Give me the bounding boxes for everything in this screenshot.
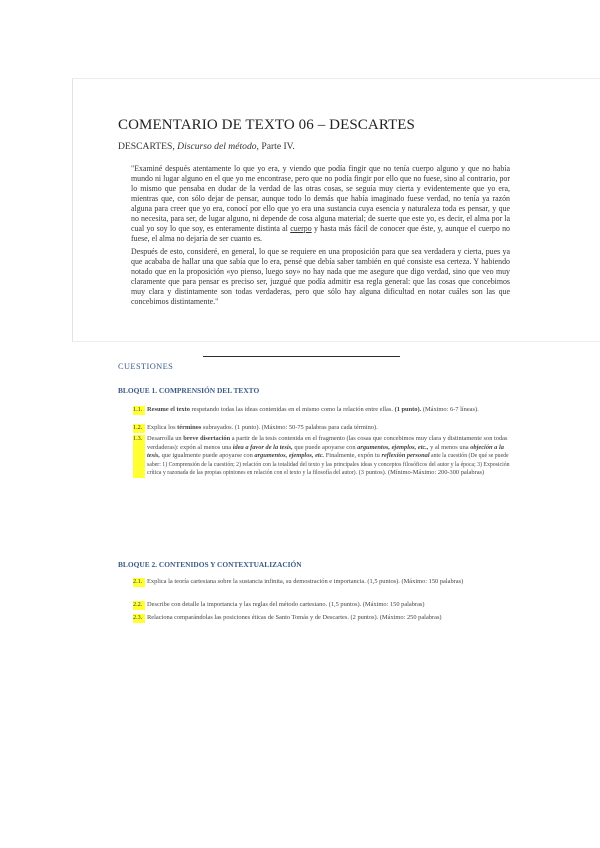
question-body: que igualmente puede apoyarse con bbox=[159, 452, 255, 460]
emphasis: objeción a la tesis, bbox=[147, 443, 504, 460]
question-1-2 bbox=[133, 424, 513, 433]
block-2-title: BLOQUE 2. CONTENIDOS Y CONTEXTUALIZACIÓN bbox=[118, 560, 302, 569]
block-1-title: BLOQUE 1. COMPRENSIÓN DEL TEXTO bbox=[118, 386, 260, 395]
section-divider bbox=[203, 356, 400, 357]
question-number: 1.3. bbox=[133, 435, 145, 478]
question-number: 2.2. bbox=[133, 601, 145, 610]
text-source bbox=[118, 141, 538, 152]
question-body: respetando todas las ideas contenidas en el mismo como la relación entre ellas. bbox=[189, 406, 395, 413]
emphasis: argumentos, ejemplos, etc. bbox=[254, 452, 325, 460]
question-pre: Explica los bbox=[147, 424, 178, 431]
question-lead: términos bbox=[177, 424, 202, 431]
question-number: 1.2. bbox=[133, 424, 145, 433]
document-title: COMENTARIO DE TEXTO 06 – DESCARTES bbox=[118, 117, 415, 133]
question-points: (1 punto). bbox=[394, 406, 422, 413]
question-body: y al menos una bbox=[428, 443, 471, 451]
question-2-1 bbox=[133, 578, 513, 587]
question-body: a partir de la tesis contenida en el fragmento (las cosas que concebimos muy clara y distintamente son todas verdaderas): expón al menos una bbox=[147, 435, 508, 451]
emphasis: reflexión personal bbox=[381, 452, 430, 460]
question-criteria: ante la cuestión (De qué se puede saber: 1) Comprensión de la cuestión; 2) relación con la totalidad del texto y las principales ideas y conceptos filosóficos del autor y la época; 3) Exposición crítica y razonada de las propias opiniones en relación con el texto y la filosofía del autor). bbox=[147, 453, 510, 477]
question-2-2 bbox=[133, 601, 513, 610]
emphasis: argumentos, ejemplos, etc., bbox=[357, 443, 429, 451]
question-text bbox=[147, 435, 513, 478]
question-limit: (3 puntos). (Mínimo-Máximo: 200-300 palabras) bbox=[357, 469, 485, 477]
question-1-3 bbox=[133, 435, 513, 478]
question-text bbox=[147, 424, 513, 433]
work-title: Discurso del método, bbox=[177, 141, 259, 152]
underlined-term: cuerpo bbox=[290, 223, 312, 233]
question-text: Describe con detalle la importancia y las reglas del método cartesiano. (1,5 puntos). (Máximo: 150 palabras) bbox=[147, 601, 425, 608]
paragraph-text: "Examiné después atentamente lo que yo era, y viendo que podía fingir que no tenía cuerpo alguno y que no había mundo ni lugar alguno en el que yo me encontrase, pero que no podía fingir por ello que no fuese, sino al contrario, por lo mismo que pensaba en dudar de la verdad de las otras cosas, se seguía muy cierta y evidentemente que yo era, mientras que, con sólo dejar de pensar, aunque todo lo demás que había imaginado fuese verdad, no tenía ya razón alguna para creer que yo era, conocí por ello que yo era una sustancia cuya esencia y naturaleza toda es pensar, y que no necesita, para ser, de lugar alguno, ni depende de cosa alguna material; de suerte que este yo, es decir, el alma por la cual yo soy lo que soy, es enteramente distinta al bbox=[131, 164, 510, 233]
question-1-1 bbox=[133, 406, 513, 415]
question-2-3 bbox=[133, 614, 513, 623]
paragraph-text: y hasta más fácil de conocer que éste, y, aunque el cuerpo no fuese, el alma no dejaría de ser cuanto es. bbox=[131, 223, 511, 243]
question-body: que puede apoyarse con bbox=[292, 443, 358, 451]
question-limit: (Máximo: 6-7 líneas). bbox=[421, 406, 479, 413]
question-body: subrayados. (1 punto). (Máximo: 50-75 palabras para cada término). bbox=[201, 424, 378, 431]
work-part: Parte IV. bbox=[261, 141, 295, 152]
question-number: 2.1. bbox=[133, 578, 145, 587]
question-pre: Desarrolla un bbox=[147, 435, 184, 442]
question-number: 1.1. bbox=[133, 406, 145, 415]
question-lead: Resume el texto bbox=[147, 406, 190, 413]
author-name: DESCARTES, bbox=[118, 141, 175, 152]
question-text bbox=[147, 406, 513, 415]
emphasis: idea a favor de la tesis, bbox=[232, 443, 293, 451]
question-body: Finalmente, expón tu bbox=[324, 452, 382, 460]
quote-paragraph-1 bbox=[131, 164, 510, 244]
question-text: Explica la teoría cartesiana sobre la sustancia infinita, su demostración e importancia. (1,5 puntos). (Máximo: 150 palabras) bbox=[147, 578, 464, 585]
questions-heading: CUESTIONES bbox=[118, 362, 174, 371]
quote-paragraph-2: Después de esto, consideré, en general, lo que se requiere en una proposición para que sea verdadera y cierta, pues ya que acababa de hallar una que sabía que lo era, pensé que debía saber también en qué consiste esa certeza. Y habiendo notado que en la proposición «yo pienso, luego soy» no hay nada que me asegure que digo verdad, sino que veo muy claramente que para pensar es preciso ser, juzgué que podía admitir esa regla general: que las cosas que concebimos muy clara y distintamente son todas verdaderas, pero que sólo hay alguna dificultad en notar cuáles son las que concebimos distintamente." bbox=[131, 247, 510, 306]
question-text: Relaciona comparándolas las posiciones éticas de Santo Tomás y de Descartes. (2 puntos). (Máximo: 250 palabras) bbox=[147, 614, 442, 621]
question-lead: breve disertación bbox=[183, 435, 231, 442]
question-number: 2.3. bbox=[133, 614, 145, 623]
